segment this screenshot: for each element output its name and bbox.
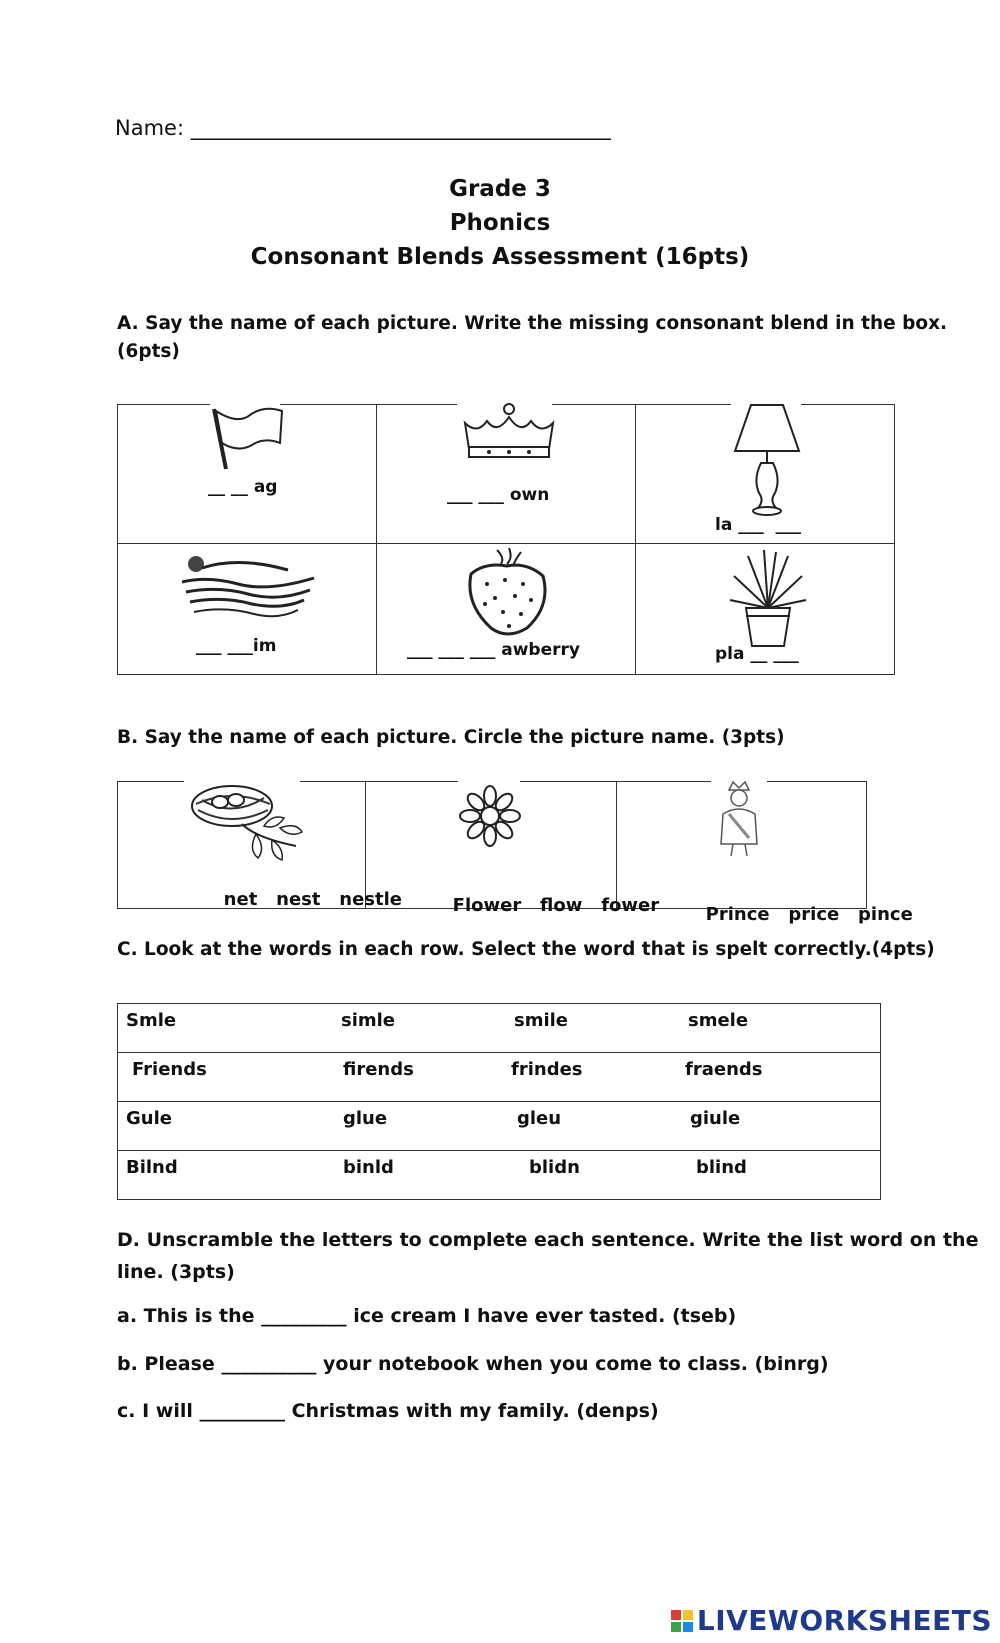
spelling-table	[117, 1003, 881, 1200]
choice-word[interactable]: fower	[601, 895, 660, 916]
spelling-option[interactable]: firends	[338, 1053, 514, 1102]
section-a-prompt: __ __ ag	[208, 477, 278, 497]
spelling-option[interactable]: binld	[338, 1151, 514, 1200]
spelling-option[interactable]: Bilnd	[118, 1151, 339, 1200]
section-a-cell[interactable]	[636, 405, 895, 544]
strawberry-icon	[457, 544, 557, 640]
spelling-option[interactable]: simle	[338, 1004, 514, 1053]
sentence-a[interactable]: a. This is the _________ ice cream I have ever tasted. (tseb)	[117, 1305, 737, 1327]
plant-icon	[728, 546, 808, 650]
section-a-prompt: pla __ ___	[715, 644, 799, 664]
logo-mark-icon	[671, 1610, 693, 1632]
spelling-option[interactable]: Gule	[118, 1102, 339, 1151]
spelling-option[interactable]: gleu	[514, 1102, 688, 1151]
logo-text: LIVEWORKSHEETS	[696, 1604, 992, 1637]
nest-icon	[186, 778, 304, 862]
choice-word[interactable]: nestle	[339, 889, 402, 910]
spelling-option[interactable]: smele	[688, 1004, 881, 1053]
choice-word[interactable]: Prince	[705, 904, 770, 925]
liveworksheets-logo[interactable]	[671, 1604, 992, 1637]
section-a-cell[interactable]	[118, 544, 377, 675]
table-row	[118, 1004, 881, 1053]
swimmer-icon	[178, 548, 318, 628]
choice-word[interactable]: pince	[858, 904, 913, 925]
section-a-prompt: la ___ ___	[715, 515, 802, 535]
spelling-option[interactable]: frindes	[514, 1053, 688, 1102]
section-b-cell[interactable]	[118, 782, 402, 910]
prince-icon	[709, 780, 769, 856]
assessment-title: Consonant Blends Assessment (16pts)	[250, 244, 750, 270]
section-a-points: (6pts)	[117, 341, 180, 362]
spelling-option[interactable]: glue	[338, 1102, 514, 1151]
section-a-cell[interactable]	[377, 544, 636, 675]
subject-heading: Phonics	[449, 210, 551, 236]
section-a-instruction: A. Say the name of each picture. Write the missing consonant blend in the box.	[117, 313, 948, 334]
section-b-instruction: B. Say the name of each picture. Circle the picture name. (3pts)	[117, 727, 785, 748]
flower-icon	[458, 784, 522, 848]
section-a-cell[interactable]	[636, 544, 895, 675]
section-a-grid	[117, 404, 895, 675]
section-d-instruction: D. Unscramble the letters to complete each sentence. Write the list word on the	[117, 1229, 979, 1251]
lamp-icon	[731, 401, 803, 517]
section-d-points: line. (3pts)	[117, 1261, 235, 1283]
name-field-label: Name: ________________________________________	[115, 116, 611, 140]
section-a-prompt: ___ ___ own	[447, 485, 550, 505]
section-a-prompt: ___ ___ ___ awberry	[407, 640, 580, 660]
crown-icon	[459, 401, 559, 463]
choice-word[interactable]: Flower	[452, 895, 522, 916]
spelling-option[interactable]: Smle	[118, 1004, 339, 1053]
section-a-cell[interactable]	[118, 405, 377, 544]
spelling-option[interactable]: blind	[688, 1151, 881, 1200]
table-row	[118, 1151, 881, 1200]
choice-word[interactable]: net	[223, 889, 258, 910]
table-row	[118, 1053, 881, 1102]
grade-heading: Grade 3	[449, 176, 551, 202]
sentence-c[interactable]: c. I will _________ Christmas with my family. (denps)	[117, 1400, 659, 1422]
choice-word[interactable]: nest	[276, 889, 321, 910]
section-b-cell[interactable]	[366, 782, 660, 916]
section-a-prompt: ___ ___im	[196, 636, 277, 656]
choice-word[interactable]: price	[788, 904, 840, 925]
section-b-grid	[117, 781, 913, 925]
flag-icon	[208, 403, 288, 473]
spelling-option[interactable]: giule	[688, 1102, 881, 1151]
spelling-option[interactable]: Friends	[118, 1053, 339, 1102]
section-c-instruction: C. Look at the words in each row. Select the word that is spelt correctly.(4pts)	[117, 939, 935, 960]
section-a-cell[interactable]	[377, 405, 636, 544]
spelling-option[interactable]: smile	[514, 1004, 688, 1053]
spelling-option[interactable]: fraends	[688, 1053, 881, 1102]
sentence-b[interactable]: b. Please __________ your notebook when you come to class. (binrg)	[117, 1353, 829, 1375]
spelling-option[interactable]: blidn	[514, 1151, 688, 1200]
table-row	[118, 1102, 881, 1151]
choice-word[interactable]: flow	[540, 895, 583, 916]
